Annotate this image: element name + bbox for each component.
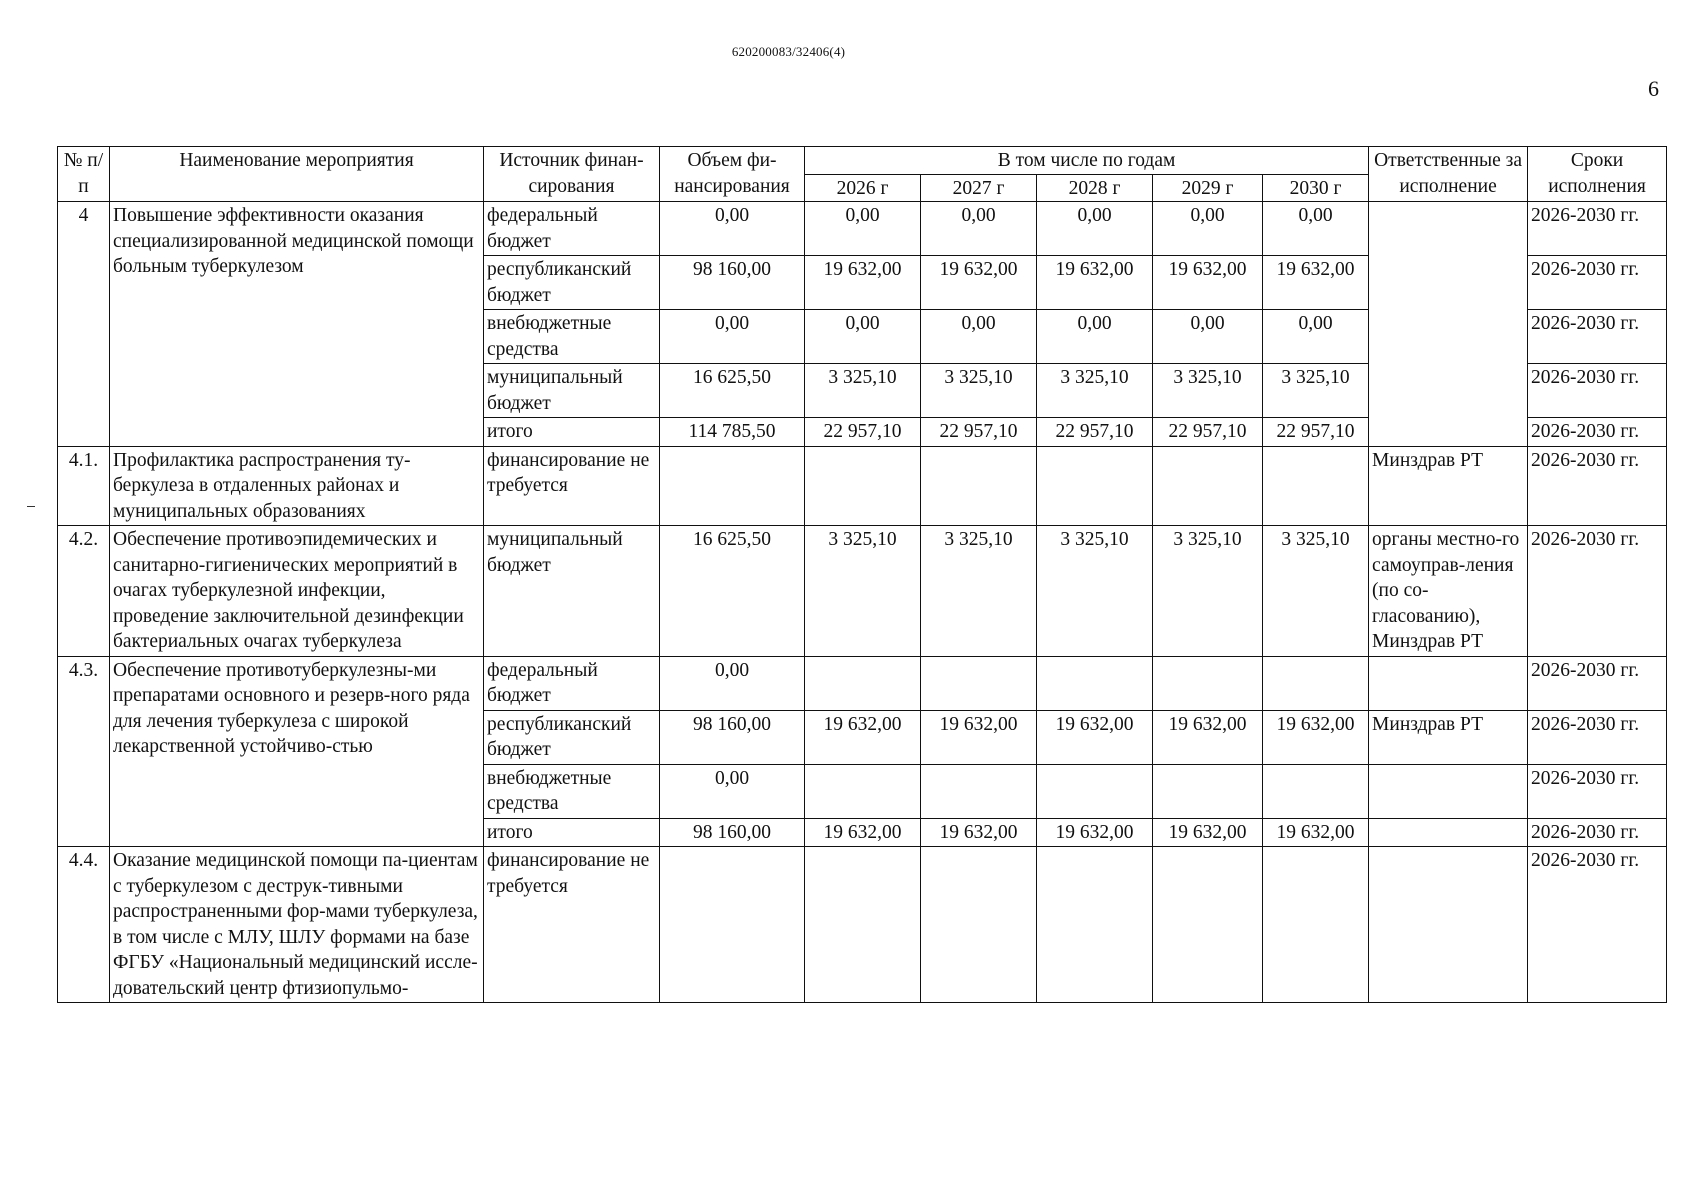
row-year-2027: 22 957,10 [921,418,1037,447]
row-year-2027: 3 325,10 [921,526,1037,657]
page-number: 6 [1648,76,1659,101]
row-responsible [1369,202,1528,447]
row-year-2029: 19 632,00 [1153,256,1263,310]
row-activity-name: Обеспечение противоэпидемических и санитарно-гигиенических мероприятий в очагах туберкулезной инфекции, проведение заключительной дезинфекции бактериальных очагах туберкулеза [110,526,484,657]
row-year-2026: 19 632,00 [805,256,921,310]
row-year-2030: 3 325,10 [1263,364,1369,418]
row-year-2027: 19 632,00 [921,710,1037,764]
row-responsible [1369,847,1528,1003]
row-num: 4.3. [58,656,110,847]
row-num: 4.1. [58,446,110,526]
row-year-2030: 19 632,00 [1263,256,1369,310]
row-term: 2026-2030 гг. [1528,310,1667,364]
row-year-2029: 3 325,10 [1153,526,1263,657]
table-row [58,847,1667,1003]
row-source: итого [484,418,660,447]
row-year-2030: 19 632,00 [1263,710,1369,764]
row-term: 2026-2030 гг. [1528,710,1667,764]
header-name: Наименование мероприятия [110,147,484,202]
row-volume: 98 160,00 [660,256,805,310]
row-source: муниципальный бюджет [484,526,660,657]
row-term: 2026-2030 гг. [1528,656,1667,710]
row-year-2026: 0,00 [805,202,921,256]
row-year-2026: 3 325,10 [805,364,921,418]
row-year-2027 [921,764,1037,818]
row-activity-name: Обеспечение противотуберкулезны-ми препаратами основного и резерв-ного ряда для лечения туберкулеза с широкой лекарственной устойчиво-стью [110,656,484,847]
row-year-2028: 0,00 [1037,310,1153,364]
row-year-2026 [805,764,921,818]
row-volume [660,847,805,1003]
row-volume: 0,00 [660,202,805,256]
row-year-2029: 19 632,00 [1153,710,1263,764]
header-year-2030: 2030 г [1263,174,1369,202]
row-volume: 0,00 [660,656,805,710]
header-year-2027: 2027 г [921,174,1037,202]
document-code: 620200083/32406(4) [731,44,846,59]
row-year-2030 [1263,656,1369,710]
row-responsible [1369,764,1528,818]
row-source: финансирование не требуется [484,847,660,1003]
row-source: итого [484,818,660,847]
row-volume: 114 785,50 [660,418,805,447]
row-year-2029: 0,00 [1153,310,1263,364]
row-term: 2026-2030 гг. [1528,847,1667,1003]
row-year-2027: 0,00 [921,202,1037,256]
header-year-2028: 2028 г [1037,174,1153,202]
row-year-2026: 0,00 [805,310,921,364]
row-num: 4.4. [58,847,110,1003]
row-year-2027: 0,00 [921,310,1037,364]
row-year-2029 [1153,847,1263,1003]
header-by-years: В том числе по годам [805,147,1369,175]
row-year-2030: 0,00 [1263,310,1369,364]
row-year-2030: 22 957,10 [1263,418,1369,447]
row-year-2030 [1263,446,1369,526]
row-year-2028 [1037,847,1153,1003]
activities-table [57,146,1667,1003]
row-volume: 16 625,50 [660,364,805,418]
row-term: 2026-2030 гг. [1528,526,1667,657]
row-year-2028: 19 632,00 [1037,710,1153,764]
row-year-2030: 19 632,00 [1263,818,1369,847]
row-year-2028 [1037,446,1153,526]
row-term: 2026-2030 гг. [1528,202,1667,256]
row-year-2028 [1037,656,1153,710]
margin-mark [27,506,35,507]
row-year-2027 [921,656,1037,710]
row-year-2026: 19 632,00 [805,818,921,847]
row-source: внебюджетные средства [484,764,660,818]
row-num: 4.2. [58,526,110,657]
row-source: внебюджетные средства [484,310,660,364]
row-activity-name: Профилактика распространения ту-беркулеза в отдаленных районах и муниципальных образованиях [110,446,484,526]
row-term: 2026-2030 гг. [1528,764,1667,818]
table-row [58,446,1667,526]
row-year-2027 [921,847,1037,1003]
row-year-2027: 19 632,00 [921,818,1037,847]
row-year-2028: 22 957,10 [1037,418,1153,447]
row-source: федеральный бюджет [484,202,660,256]
row-year-2028: 3 325,10 [1037,526,1153,657]
row-year-2026: 19 632,00 [805,710,921,764]
row-source: республиканский бюджет [484,256,660,310]
row-year-2029 [1153,446,1263,526]
row-year-2030 [1263,847,1369,1003]
row-year-2026 [805,656,921,710]
row-year-2029 [1153,656,1263,710]
header-volume: Объем фи-нансирования [660,147,805,202]
table-row [58,656,1667,710]
row-volume: 0,00 [660,764,805,818]
row-year-2027 [921,446,1037,526]
row-volume: 98 160,00 [660,710,805,764]
row-year-2028 [1037,764,1153,818]
row-source: федеральный бюджет [484,656,660,710]
row-year-2028: 19 632,00 [1037,256,1153,310]
row-year-2027: 3 325,10 [921,364,1037,418]
row-year-2030: 3 325,10 [1263,526,1369,657]
row-year-2030: 0,00 [1263,202,1369,256]
row-responsible: органы местно-го самоуправ-ления (по со-гласованию), Минздрав РТ [1369,526,1528,657]
row-year-2028: 0,00 [1037,202,1153,256]
row-year-2027: 19 632,00 [921,256,1037,310]
row-year-2028: 19 632,00 [1037,818,1153,847]
header-terms: Сроки исполнения [1528,147,1667,202]
row-num: 4 [58,202,110,447]
row-volume: 98 160,00 [660,818,805,847]
row-year-2026: 22 957,10 [805,418,921,447]
row-term: 2026-2030 гг. [1528,364,1667,418]
row-source: республиканский бюджет [484,710,660,764]
row-year-2029: 3 325,10 [1153,364,1263,418]
row-year-2029 [1153,764,1263,818]
row-term: 2026-2030 гг. [1528,818,1667,847]
row-year-2026 [805,847,921,1003]
header-num: № п/п [58,147,110,202]
row-year-2028: 3 325,10 [1037,364,1153,418]
row-source: финансирование не требуется [484,446,660,526]
table-row [58,526,1667,657]
row-volume [660,446,805,526]
row-activity-name: Оказание медицинской помощи па-циентам с туберкулезом с деструк-тивными распространенными фор-мами туберкулеза, в том числе с МЛУ, ШЛУ формами на базе ФГБУ «Национальный медицинский иссле-довательский центр фтизиопульмо- [110,847,484,1003]
row-activity-name: Повышение эффективности оказания специализированной медицинской помощи больным туберкулезом [110,202,484,447]
row-year-2029: 22 957,10 [1153,418,1263,447]
header-source: Источник финан-сирования [484,147,660,202]
header-year-2026: 2026 г [805,174,921,202]
row-responsible: Минздрав РТ [1369,710,1528,764]
row-term: 2026-2030 гг. [1528,446,1667,526]
row-year-2029: 0,00 [1153,202,1263,256]
row-volume: 0,00 [660,310,805,364]
row-term: 2026-2030 гг. [1528,256,1667,310]
row-term: 2026-2030 гг. [1528,418,1667,447]
row-year-2030 [1263,764,1369,818]
table-header [58,147,1667,202]
row-responsible: Минздрав РТ [1369,446,1528,526]
table-row [58,202,1667,256]
row-year-2026: 3 325,10 [805,526,921,657]
row-responsible [1369,656,1528,710]
row-year-2029: 19 632,00 [1153,818,1263,847]
header-responsible: Ответственные за исполнение [1369,147,1528,202]
row-source: муниципальный бюджет [484,364,660,418]
row-year-2026 [805,446,921,526]
row-responsible [1369,818,1528,847]
header-year-2029: 2029 г [1153,174,1263,202]
row-volume: 16 625,50 [660,526,805,657]
